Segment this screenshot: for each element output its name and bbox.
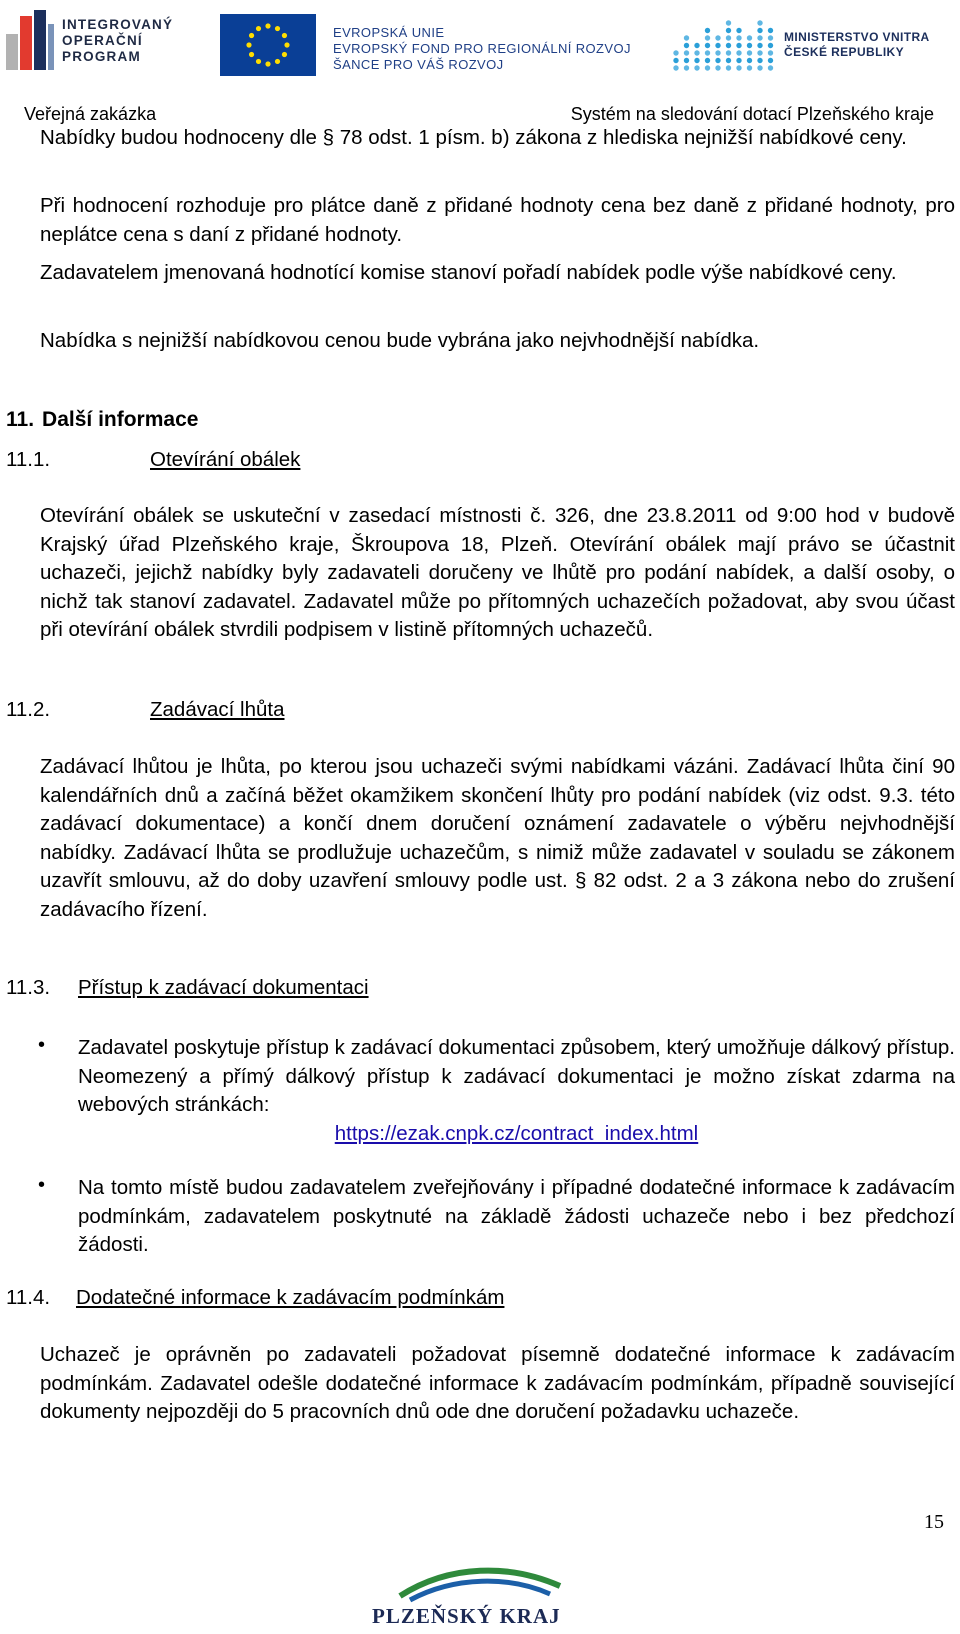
ministry-dot (768, 65, 773, 70)
eu-star-icon (265, 61, 270, 66)
ministry-dot (757, 43, 762, 48)
eu-star-icon (249, 52, 254, 57)
ministry-dot (673, 65, 678, 70)
ministry-dot (684, 50, 689, 55)
ministry-dot (768, 28, 773, 33)
subsection-title-11-2: Zadávací lhůta (150, 698, 285, 721)
ministry-dot (715, 50, 720, 55)
eu-star-icon (256, 26, 261, 31)
ministry-dot (726, 65, 731, 70)
ministry-dot (715, 58, 720, 63)
ministry-dot (768, 58, 773, 63)
header-left: Veřejná zakázka (24, 104, 157, 124)
subsection-number-11-3: 11.3. (6, 976, 51, 999)
subsection-title-11-3: Přístup k zadávací dokumentaci (78, 976, 369, 999)
ministry-dot (726, 35, 731, 40)
intro-paragraph-1: Nabídky budou hodnoceny dle § 78 odst. 1 písm. b) zákona z hlediska nejnižší nabídkové ceny. (40, 126, 907, 149)
ministry-text: MINISTERSTVO VNITRA ČESKÉ REPUBLIKY (784, 30, 930, 59)
subsection-number-11-1: 11.1. (6, 448, 51, 471)
ministry-dot (757, 20, 762, 25)
eu-star-icon (265, 23, 270, 28)
ministry-dot (726, 28, 731, 33)
page-number: 15 (924, 1511, 944, 1533)
subsection-number-11-4: 11.4. (6, 1286, 51, 1309)
ministry-dot (694, 50, 699, 55)
ministry-dot (715, 65, 720, 70)
ministry-dot (747, 43, 752, 48)
bullet-1: • (38, 1034, 46, 1056)
ministry-dot (726, 58, 731, 63)
plzensky-kraj-text: PLZEŇSKÝ KRAJ (372, 1604, 561, 1628)
eu-text: EVROPSKÁ UNIE EVROPSKÝ FOND PRO REGIONÁLNÍ ROZVOJ ŠANCE PRO VÁŠ ROZVOJ (333, 25, 631, 72)
ministry-dot (705, 50, 710, 55)
eu-star-icon (284, 42, 289, 47)
ministry-dot (673, 50, 678, 55)
ministry-dot (757, 50, 762, 55)
ministry-dot (684, 35, 689, 40)
ministry-dot (768, 35, 773, 40)
eu-star-icon (282, 33, 287, 38)
ministry-dot (747, 58, 752, 63)
bullet-item-1 (78, 1034, 955, 1148)
ministry-dot (694, 65, 699, 70)
bullet-item-2: Na tomto místě budou zadavatelem zveřejňovány i případné dodatečné informace k zadávacím podmínkám, zadavatelem poskytnuté na základě žádosti uchazeče nebo i bez předchozí žádosti. (78, 1176, 955, 1257)
ministry-dot (757, 65, 762, 70)
ministry-dot (726, 43, 731, 48)
intro-paragraph-2: Při hodnocení rozhoduje pro plátce daně z přidané hodnoty cena bez daně z přidané hodnoty, pro neplátce cena s daní z přidané hodnoty. (40, 194, 955, 246)
ministry-dot (768, 50, 773, 55)
ministry-dot (747, 65, 752, 70)
ministry-dot (684, 43, 689, 48)
eu-star-icon (275, 26, 280, 31)
section-title: Další informace (42, 408, 199, 431)
section-heading (6, 408, 198, 432)
eu-star-icon (275, 59, 280, 64)
ministry-dot (757, 28, 762, 33)
ministry-dot (705, 35, 710, 40)
ministry-dot (736, 58, 741, 63)
ministry-dot (736, 43, 741, 48)
paragraph-11-2: Zadávací lhůtou je lhůta, po kterou jsou uchazeči svými nabídkami vázáni. Zadávací lhůta činí 90 kalendářních dnů a začíná běžet okamžikem skončení lhůty pro podání nabídek (viz odst. 9.3. této zadávací dokumentace) a končí dnem doručení oznámení zadavatele o výběru nejvhodnější nabídky. Zadávací lhůta se prodlužuje uchazečům, s nimiž může zadavatel v souladu se zákonem uzavřít smlouvu, až do doby uzavření smlouvy podle ust. § 82 odst. 2 a 3 zákona nebo do zrušení zadávacího řízení. (40, 755, 955, 921)
ministry-dot (715, 43, 720, 48)
ministry-dot (736, 50, 741, 55)
subsection-title-11-4: Dodatečné informace k zadávacím podmínkám (76, 1286, 505, 1309)
eu-flag-icon (220, 14, 316, 76)
eu-star-icon (249, 33, 254, 38)
ministry-dot (715, 35, 720, 40)
ministry-dot (705, 65, 710, 70)
tender-portal-link[interactable]: https://ezak.cnpk.cz/contract_index.html (334, 1121, 699, 1145)
ministry-dot (694, 43, 699, 48)
ministry-dot (684, 58, 689, 63)
subsection-title-11-1: Otevírání obálek (150, 448, 301, 471)
ministry-dot (694, 58, 699, 63)
paragraph-11-1: Otevírání obálek se uskuteční v zasedací místnosti č. 326, dne 23.8.2011 od 9:00 hod v budově Krajský úřad Plzeňského kraje, Škroupova 18, Plzeň. Otevírání obálek mají právo se účastnit uchazeči, jejichž nabídky byly zadavateli doručeny ve lhůtě pro podání nabídek, a další osoby, o nichž tak stanoví zadavatel. Zadavatel může po přítomných uchazečích požadovat, aby svou účast při otevírání obálek stvrdili podpisem v listině přítomných uchazečů. (40, 504, 955, 642)
ministry-dot (673, 58, 678, 63)
intro-paragraph-4: Nabídka s nejnižší nabídkovou cenou bude vybrána jako nejvhodnější nabídka. (40, 329, 760, 352)
ministry-dot (736, 65, 741, 70)
eu-star-icon (246, 42, 251, 47)
eu-star-icon (256, 59, 261, 64)
subsection-number-11-2: 11.2. (6, 698, 51, 721)
ministry-dot (736, 35, 741, 40)
ministry-dot (705, 58, 710, 63)
ministry-dot (726, 50, 731, 55)
ministry-dot (757, 58, 762, 63)
ministry-dot (768, 43, 773, 48)
ministry-dot (736, 28, 741, 33)
paragraph-11-4: Uchazeč je oprávněn po zadavateli požadovat písemně dodatečné informace k zadávacím podmínkám. Zadavatel odešle dodatečné informace k zadávacím podmínkám, případně související dokumenty nejpozději do 5 pracovních dnů ode dne doručení požadavku uchazeče. (40, 1343, 955, 1424)
intro-paragraph-3: Zadavatelem jmenovaná hodnotící komise stanoví pořadí nabídek podle výše nabídkové ceny. (40, 261, 897, 284)
eu-star-icon (282, 52, 287, 57)
iop-logo-text: INTEGROVANÝ OPERAČNÍ PROGRAM (62, 17, 174, 64)
ministry-dot (726, 20, 731, 25)
bullet-2: • (38, 1174, 46, 1196)
ministry-dot (747, 35, 752, 40)
ministry-dot (747, 50, 752, 55)
ministry-logo (670, 14, 780, 74)
header-right: Systém na sledování dotací Plzeňského kraje (570, 104, 934, 124)
bullet-1-text: Zadavatel poskytuje přístup k zadávací dokumentaci způsobem, který umožňuje dálkový přístup. Neomezený a přímý dálkový přístup k zadávací dokumentaci je možno získat zdarma na webových stránkách: (78, 1036, 955, 1117)
ministry-dot (705, 43, 710, 48)
ministry-dot (757, 35, 762, 40)
ministry-dot (684, 65, 689, 70)
section-number: 11. (6, 408, 35, 431)
ministry-dot (705, 28, 710, 33)
